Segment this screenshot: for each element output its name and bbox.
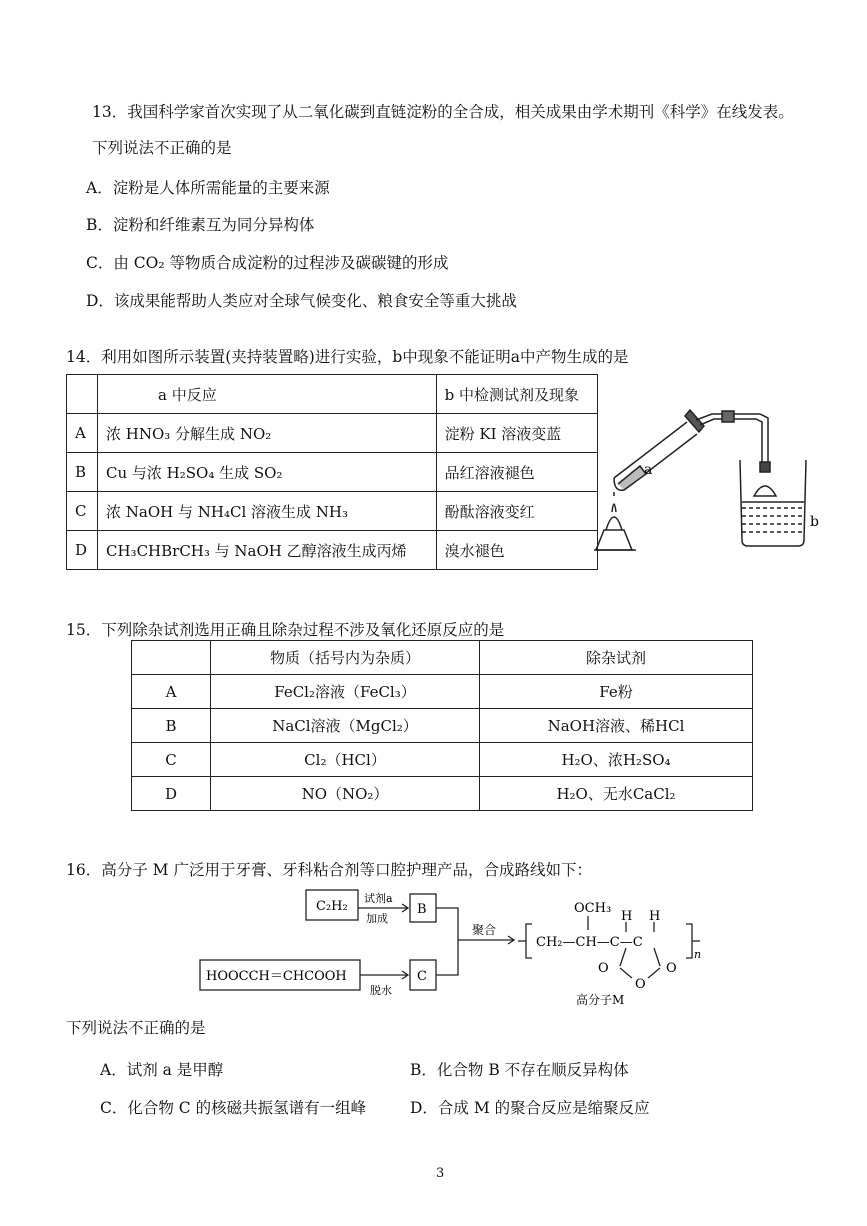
scheme-polymer-label: 高分子M: [576, 993, 625, 1007]
page-number: 3: [436, 1166, 445, 1181]
table-cell: Fe粉: [480, 675, 753, 709]
table-row: [132, 709, 753, 743]
scheme-b: B: [417, 902, 427, 917]
q14-stem: 14．利用如图所示装置(夹持装置略)进行实验，b中现象不能证明a中产物生成的是: [66, 348, 629, 366]
scheme-ring-o-right: O: [666, 961, 677, 976]
table-cell: B: [67, 453, 98, 492]
table-cell: Cu 与浓 H₂SO₄ 生成 SO₂: [98, 453, 437, 492]
synthesis-scheme: [196, 880, 716, 1010]
scheme-h1: H: [621, 909, 633, 924]
table-cell: 酚酞溶液变红: [436, 492, 597, 531]
table-cell: B: [132, 709, 211, 743]
table-header: a 中反应: [98, 375, 437, 414]
scheme-ring-o-bottom: O: [635, 977, 646, 992]
q16-option-b: B．化合物 B 不存在顺反异构体: [410, 1061, 629, 1079]
label-b: b: [810, 514, 819, 530]
table-row: [67, 414, 598, 453]
q13-question: 下列说法不正确的是: [92, 139, 232, 157]
q13-stem: 13．我国科学家首次实现了从二氧化碳到直链淀粉的全合成，相关成果由学术期刊《科学》在线发表。: [92, 103, 794, 121]
q16-question: 下列说法不正确的是: [66, 1019, 206, 1037]
q16-option-d: D．合成 M 的聚合反应是缩聚反应: [410, 1099, 650, 1117]
label-a: a: [644, 462, 653, 478]
table-cell: 浓 NaOH 与 NH₄Cl 溶液生成 NH₃: [98, 492, 437, 531]
scheme-n: n: [694, 948, 702, 961]
table-cell: D: [67, 531, 98, 570]
table-cell: D: [132, 777, 211, 811]
apparatus-diagram: [592, 400, 822, 570]
table-row: [67, 492, 598, 531]
table-row: [67, 531, 598, 570]
table-row: [132, 777, 753, 811]
scheme-c: C: [417, 969, 427, 984]
table-cell: C: [67, 492, 98, 531]
scheme-polymerize: 聚合: [472, 923, 497, 937]
table-cell: FeCl₂溶液（FeCl₃）: [211, 675, 480, 709]
table-cell: C: [132, 743, 211, 777]
table-header: 物质（括号内为杂质）: [211, 641, 480, 675]
scheme-reagent-a: 试剂a: [364, 892, 393, 905]
table-cell: A: [132, 675, 211, 709]
table-header: b 中检测试剂及现象: [436, 375, 597, 414]
q16-stem: 16．高分子 M 广泛用于牙膏、牙科粘合剂等口腔护理产品，合成路线如下：: [66, 861, 592, 879]
table-row: [67, 453, 598, 492]
q16-option-a: A．试剂 a 是甲醇: [100, 1061, 224, 1079]
table-cell: 品红溶液褪色: [436, 453, 597, 492]
q14-table: [66, 374, 598, 570]
table-cell: [132, 641, 211, 675]
q13-option-b: B．淀粉和纤维素互为同分异构体: [86, 216, 315, 234]
scheme-h2: H: [649, 909, 661, 924]
table-header: 除杂试剂: [480, 641, 753, 675]
table-cell: 浓 HNO₃ 分解生成 NO₂: [98, 414, 437, 453]
table-row: [132, 743, 753, 777]
q16-option-c: C．化合物 C 的核磁共振氢谱有一组峰: [100, 1099, 367, 1117]
table-row: [132, 675, 753, 709]
table-row: [67, 375, 598, 414]
scheme-addition: 加成: [366, 912, 388, 925]
table-cell: CH₃CHBrCH₃ 与 NaOH 乙醇溶液生成丙烯: [98, 531, 437, 570]
q13-option-a: A．淀粉是人体所需能量的主要来源: [86, 179, 330, 197]
table-cell: H₂O、浓H₂SO₄: [480, 743, 753, 777]
scheme-c2h2: C₂H₂: [316, 899, 348, 914]
q13-option-d: D．该成果能帮助人类应对全球气候变化、粮食安全等重大挑战: [86, 292, 517, 310]
table-row: [132, 641, 753, 675]
scheme-ring-o-left: O: [598, 961, 609, 976]
table-cell: H₂O、无水CaCl₂: [480, 777, 753, 811]
table-cell: NaOH溶液、稀HCl: [480, 709, 753, 743]
scheme-chain: CH₂—CH—C—C: [536, 935, 643, 950]
q15-stem: 15．下列除杂试剂选用正确且除杂过程不涉及氧化还原反应的是: [66, 621, 505, 639]
q13-option-c: C．由 CO₂ 等物质合成淀粉的过程涉及碳碳键的形成: [86, 254, 449, 272]
table-cell: NaCl溶液（MgCl₂）: [211, 709, 480, 743]
q15-table: [131, 640, 753, 811]
table-cell: 淀粉 KI 溶液变蓝: [436, 414, 597, 453]
table-cell: A: [67, 414, 98, 453]
scheme-och3: OCH₃: [574, 901, 612, 916]
table-cell: Cl₂（HCl）: [211, 743, 480, 777]
table-cell: NO（NO₂）: [211, 777, 480, 811]
table-cell: 溴水褪色: [436, 531, 597, 570]
table-cell: [67, 375, 98, 414]
scheme-hooc: HOOCCH＝CHCOOH: [206, 969, 347, 984]
scheme-dehydration: 脱水: [370, 984, 392, 997]
